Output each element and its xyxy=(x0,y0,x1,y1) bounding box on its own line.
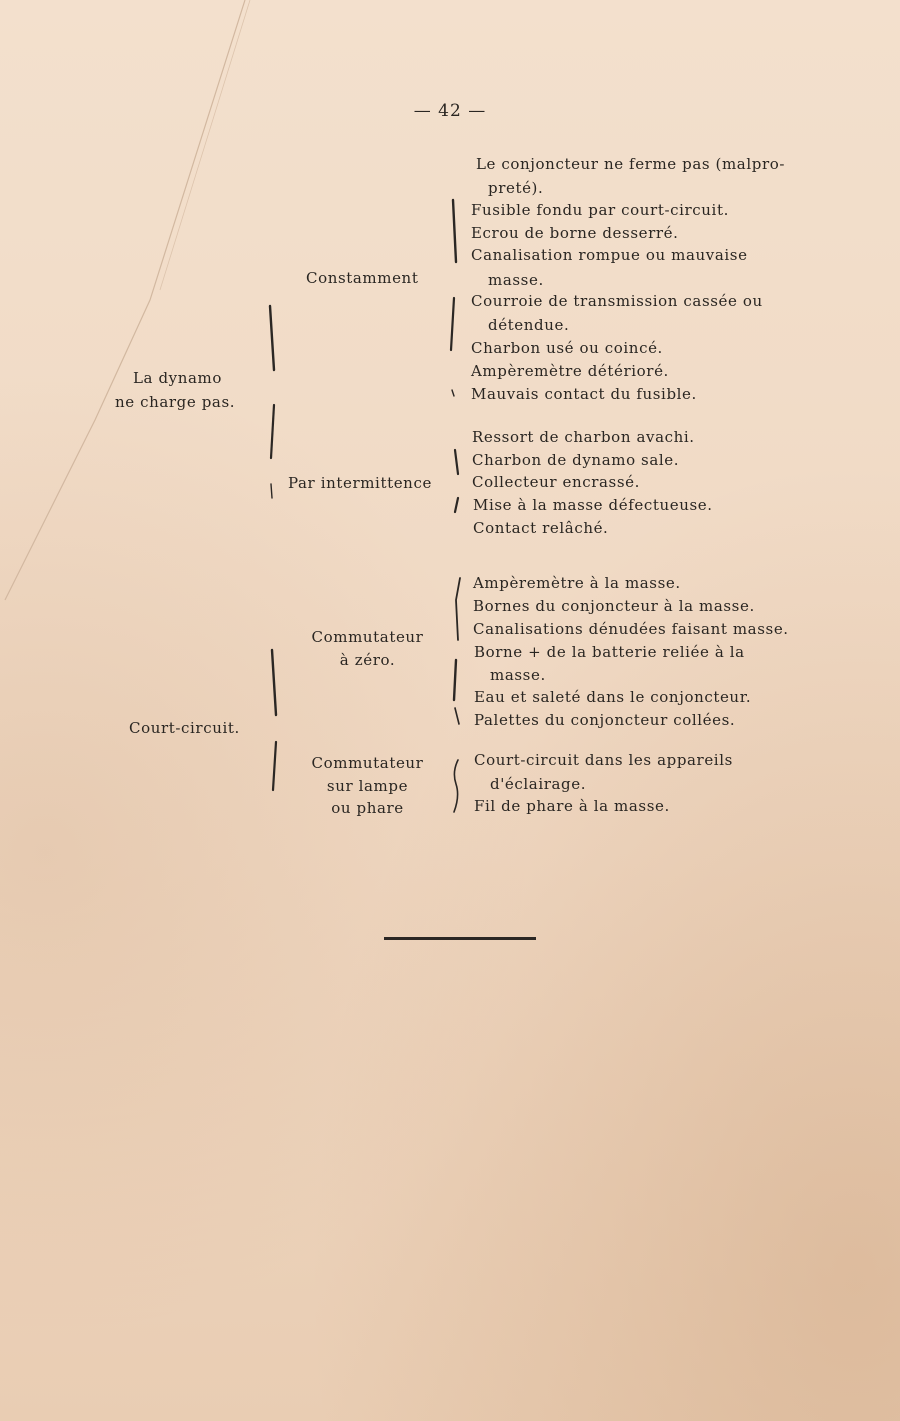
constamment-label: Constamment xyxy=(306,269,419,287)
cause-line: Canalisation rompue ou mauvaise xyxy=(471,246,748,264)
dynamo-label-line1: La dynamo xyxy=(133,369,223,387)
cause-line: Le conjoncteur ne ferme pas (malpro- xyxy=(476,155,786,173)
cause-line: détendue. xyxy=(488,316,570,334)
cause-line: Fil de phare à la masse. xyxy=(474,797,670,815)
page-number-text: — 42 — xyxy=(413,101,487,121)
commutateur-lampe-label-line1: Commutateur xyxy=(311,754,424,772)
cause-line: Court-circuit dans les appareils xyxy=(474,751,733,769)
cause-line: Mauvais contact du fusible. xyxy=(471,385,697,403)
cause-line: Borne + de la batterie reliée à la xyxy=(474,643,745,661)
page-number xyxy=(0,101,900,121)
cause-line: masse. xyxy=(488,271,544,289)
intermittence-label: Par intermittence xyxy=(288,474,432,492)
cause-line: Bornes du conjoncteur à la masse. xyxy=(473,597,755,615)
cause-line: Contact relâché. xyxy=(473,519,609,537)
cause-line: Fusible fondu par court-circuit. xyxy=(471,201,729,219)
cause-line: Courroie de transmission cassée ou xyxy=(471,292,763,310)
commutateur-zero-label-line1: Commutateur xyxy=(311,628,424,646)
cause-line: preté). xyxy=(488,179,544,197)
cause-line: Ampèremètre détérioré. xyxy=(471,362,669,380)
court-circuit-label: Court-circuit. xyxy=(129,719,240,737)
cause-line: Canalisations dénudées faisant masse. xyxy=(473,620,789,638)
cause-line: Collecteur encrassé. xyxy=(472,473,640,491)
cause-line: Charbon de dynamo sale. xyxy=(472,451,680,469)
cause-line: Ampèremètre à la masse. xyxy=(473,574,681,592)
paper-crease xyxy=(0,0,260,620)
cause-line: Mise à la masse défectueuse. xyxy=(473,496,713,514)
cause-line: Charbon usé ou coincé. xyxy=(471,339,663,357)
commutateur-lampe-label-line3: ou phare xyxy=(331,799,404,817)
commutateur-lampe-label-line2: sur lampe xyxy=(326,777,409,795)
cause-line: d'éclairage. xyxy=(490,775,587,793)
cause-line: masse. xyxy=(490,666,546,684)
commutateur-zero-label-line2: à zéro. xyxy=(339,651,396,669)
cause-line: Palettes du conjoncteur collées. xyxy=(474,711,736,729)
cause-line: Ressort de charbon avachi. xyxy=(472,428,695,446)
cause-line: Ecrou de borne desserré. xyxy=(471,224,679,242)
dynamo-label-line2: ne charge pas. xyxy=(115,393,236,411)
cause-line: Eau et saleté dans le conjoncteur. xyxy=(474,688,752,706)
horizontal-rule xyxy=(384,937,536,940)
